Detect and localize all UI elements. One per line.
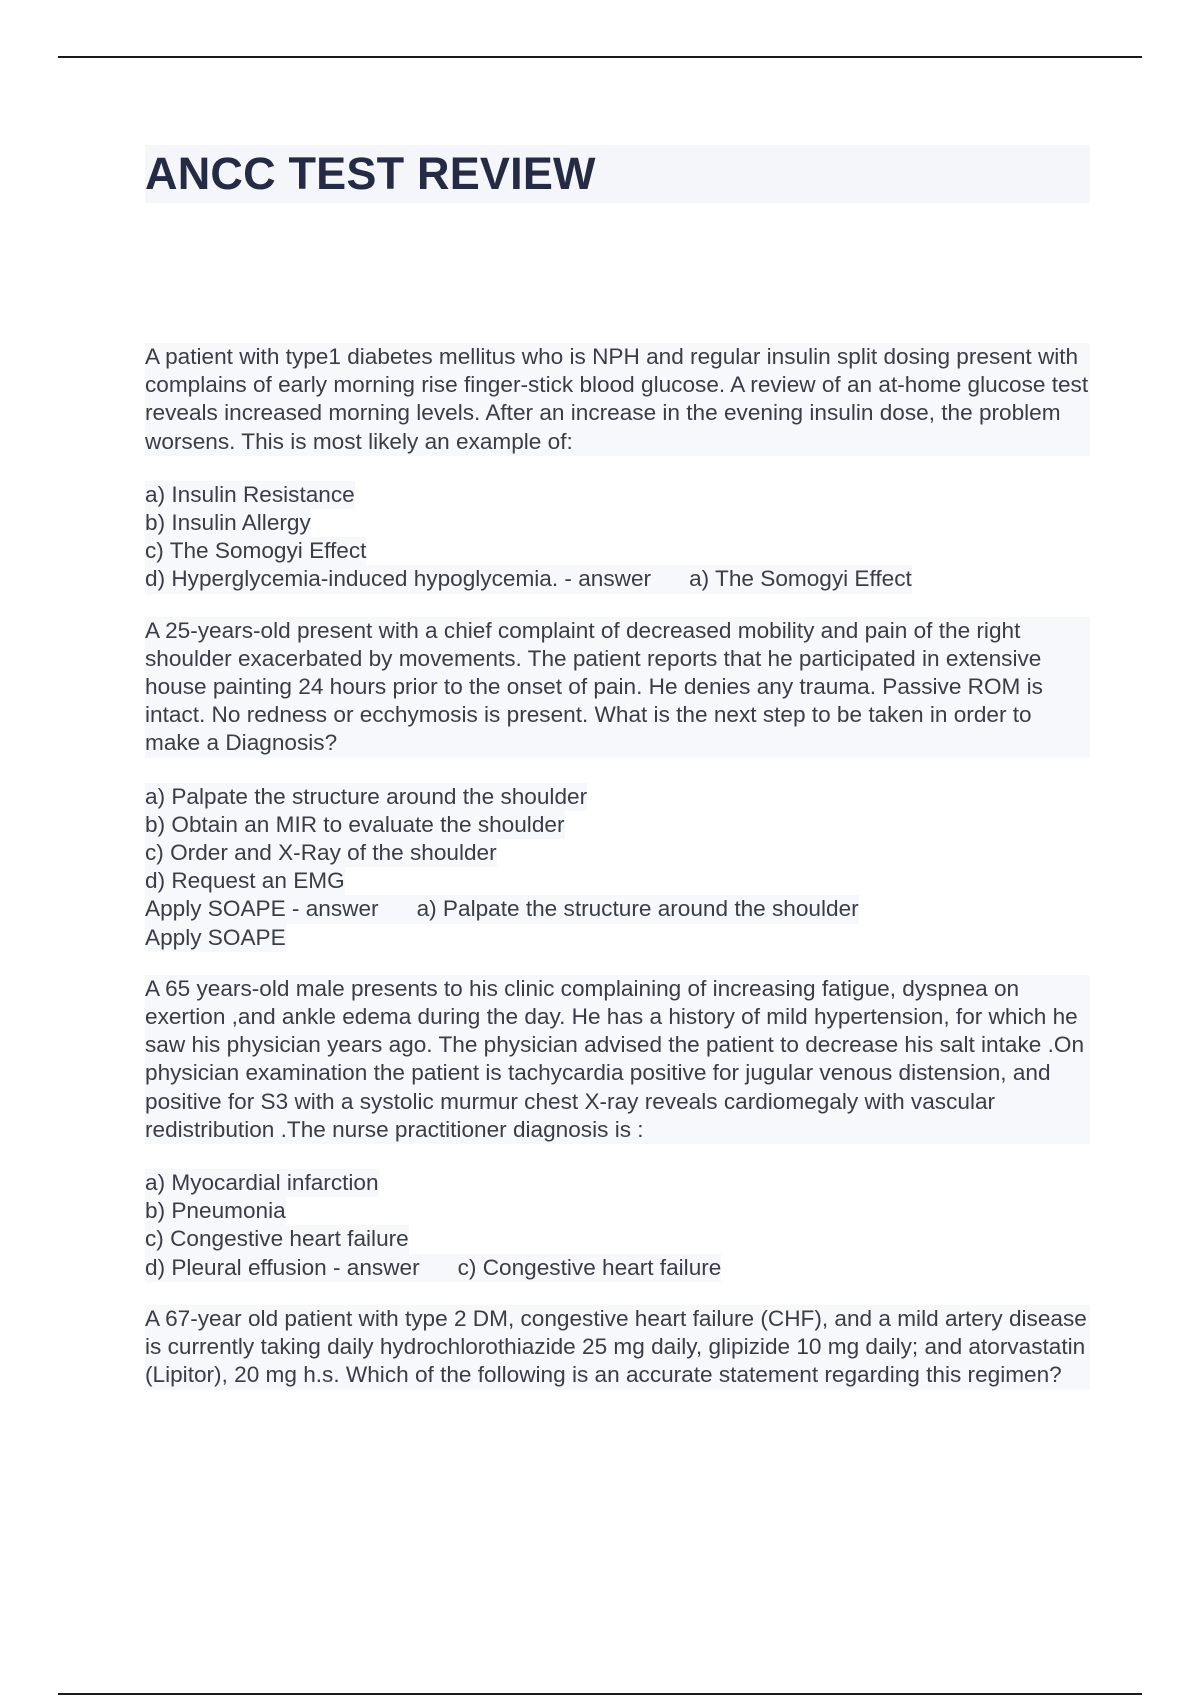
question-stem: A 67-year old patient with type 2 DM, congestive heart failure (CHF), and a mild artery disease is currently taking daily hydrochlorothiazide 25 mg daily, glipizide 10 mg daily; and atorvastatin (Lipitor), 20 mg h.s. Which of the following is an accurate statement regarding this regimen? <box>145 1305 1090 1390</box>
top-rule <box>58 56 1142 58</box>
question-stem: A 25-years-old present with a chief complaint of decreased mobility and pain of the right shoulder exacerbated by movements. The patient reports that he participated in extensive house painting 24 hours prior to the onset of pain. He denies any trauma. Passive ROM is intact. No redness or ecchymosis is present. What is the next step to be taken in order to make a Diagnosis? <box>145 617 1090 758</box>
answer-text: a) Palpate the structure around the shoulder <box>416 896 859 922</box>
option-a: a) Insulin Resistance <box>145 481 355 509</box>
option-b: b) Insulin Allergy <box>145 509 311 537</box>
option-d-answer-label: d) Hyperglycemia-induced hypoglycemia. - answer <box>145 566 652 592</box>
option-d-answer-label: d) Pleural effusion - answer <box>145 1254 420 1280</box>
question-list <box>145 343 1095 1390</box>
option-c: c) Order and X-Ray of the shoulder <box>145 839 497 867</box>
answer-label: Apply SOAPE - answer <box>145 896 379 922</box>
option-c: c) Congestive heart failure <box>145 1225 409 1253</box>
question-3 <box>145 975 1090 1282</box>
question-4 <box>145 1305 1094 1390</box>
option-a: a) Palpate the structure around the shoulder <box>145 783 587 811</box>
question-stem: A 65 years-old male presents to his clinic complaining of increasing fatigue, dyspnea on exertion ,and ankle edema during the day. He has a history of mild hypertension, for which he saw his physician years ago. The physician advised the patient to decrease his salt intake .On physician examination the patient is tachycardia positive for jugular venous distension, and positive for S3 with a systolic murmur chest X-ray reveals cardiomegaly with vascular redistribution .The nurse practitioner diagnosis is : <box>145 975 1090 1144</box>
document-title: ANCC TEST REVIEW <box>145 145 1090 203</box>
answer-line <box>145 1254 721 1282</box>
option-d: d) Request an EMG <box>145 867 345 895</box>
bottom-rule <box>58 1693 1142 1695</box>
option-b: b) Pneumonia <box>145 1197 286 1225</box>
answer-continuation: Apply SOAPE <box>145 924 286 952</box>
answer-text: a) The Somogyi Effect <box>689 566 912 592</box>
option-a: a) Myocardial infarction <box>145 1169 379 1197</box>
document-body <box>145 145 1095 1415</box>
question-1 <box>145 343 1095 594</box>
question-stem: A patient with type1 diabetes mellitus who is NPH and regular insulin split dosing present with complains of early morning rise finger-stick blood glucose. A review of an at-home glucose test reveals increased morning levels. After an increase in the evening insulin dose, the problem worsens. This is most likely an example of: <box>145 343 1090 456</box>
answer-line <box>145 895 859 923</box>
answer-line <box>145 565 912 593</box>
option-b: b) Obtain an MIR to evaluate the shoulder <box>145 811 565 839</box>
answer-text: c) Congestive heart failure <box>457 1254 722 1280</box>
question-2 <box>145 617 1090 952</box>
option-c: c) The Somogyi Effect <box>145 537 366 565</box>
